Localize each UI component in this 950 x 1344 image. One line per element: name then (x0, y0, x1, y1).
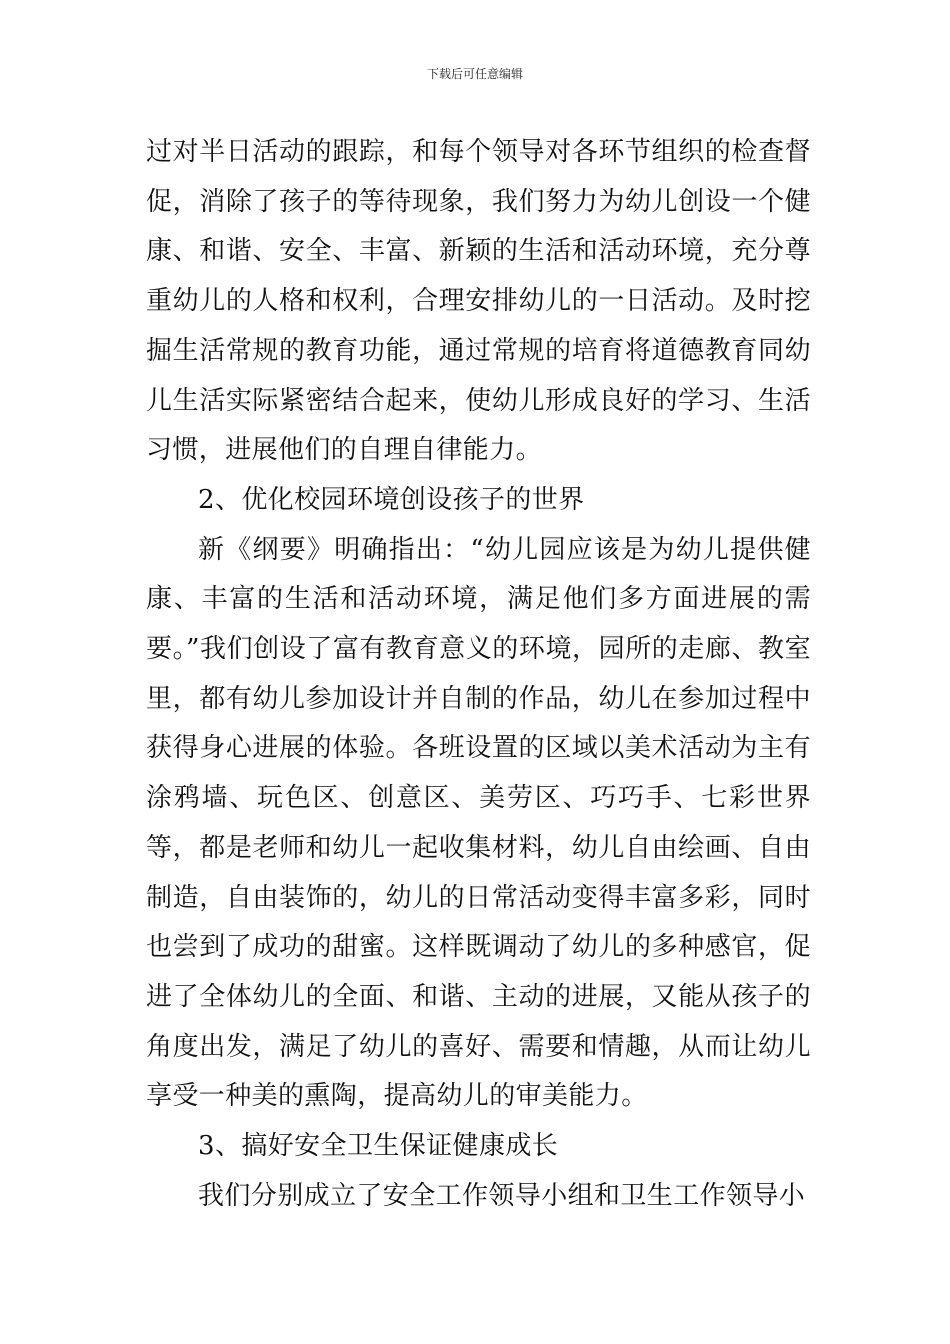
paragraph-safety: 我们分别成立了安全工作领导小组和卫生工作领导小 (198, 1180, 806, 1211)
section-heading-safety: 3、搞好安全卫生保证健康成长 (198, 1131, 559, 1162)
paragraph-environment: 新《纲要》明确指出：“幼儿园应该是为幼儿提供健康、丰富的生活和活动环境，满足他们多方面进展的需要。”我们创设了富有教育意义的环境，园所的走廊、教室里，都有幼儿参加设计并自制的作品，幼儿在参加过程中获得身心进展的体验。各班设置的区域以美术活动为主有涂鸦墙、玩色区、创意区、美劳区、巧巧手、七彩世界等，都是老师和幼儿一起收集材料，幼儿自由绘画、自由制造，自由装饰的，幼儿的日常活动变得丰富多彩，同时也尝到了成功的甜蜜。这样既调动了幼儿的多种感官，促进了全体幼儿的全面、和谐、主动的进展，又能从孩子的角度出发，满足了幼儿的喜好、需要和情趣，从而让幼儿享受一种美的熏陶，提高幼儿的审美能力。 (146, 534, 811, 1112)
section-heading-environment: 2、优化校园环境创设孩子的世界 (198, 484, 585, 515)
paragraph-daily-routine: 过对半日活动的跟踪，和每个领导对各环节组织的检查督促，消除了孩子的等待现象，我们努力为幼儿创设一个健康、和谐、安全、丰富、新颖的生活和活动环境，充分尊重幼儿的人格和权利，合理安排幼儿的一日活动。及时挖掘生活常规的教育功能，通过常规的培育将道德教育同幼儿生活实际紧密结合起来，使幼儿形成良好的学习、生活习惯，进展他们的自理自律能力。 (146, 137, 811, 466)
document-body (146, 128, 811, 1221)
page-header-note: 下载后可任意编辑 (426, 67, 523, 81)
